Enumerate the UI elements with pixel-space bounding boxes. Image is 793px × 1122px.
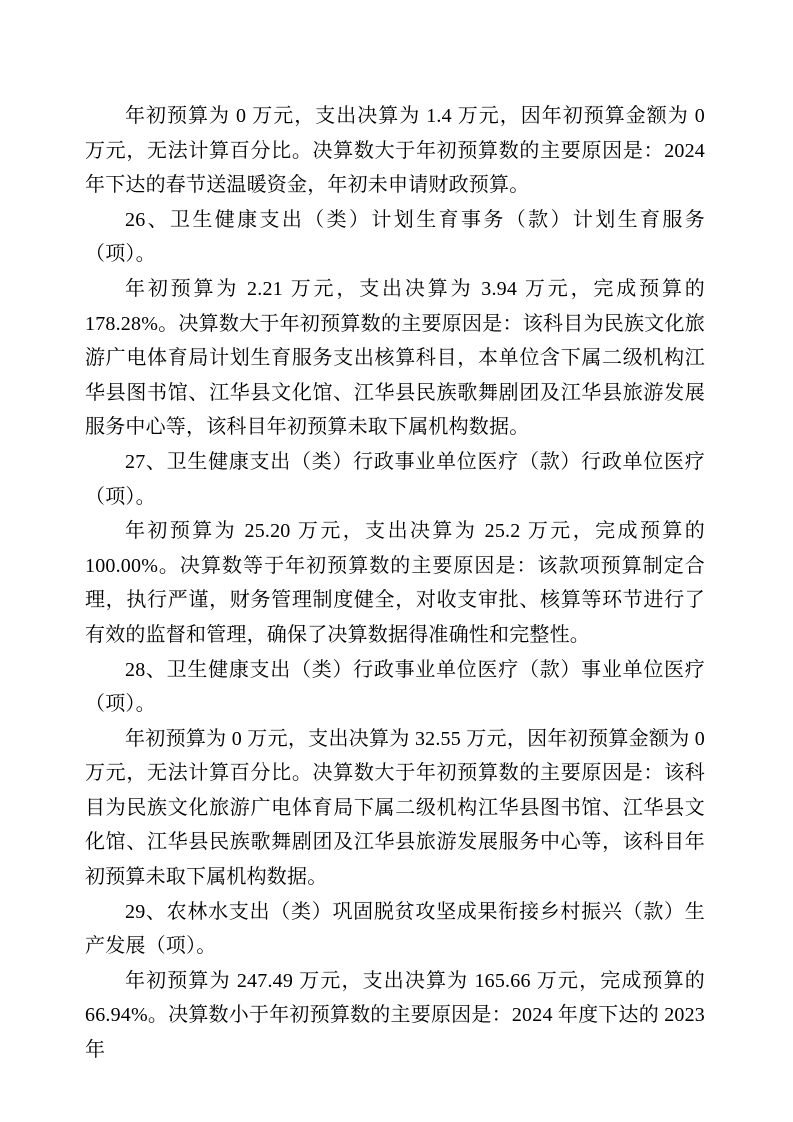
paragraph-continuation-item25: 年初预算为 0 万元，支出决算为 1.4 万元，因年初预算金额为 0 万元，无法计算百分比。决算数大于年初预算数的主要原因是：2024 年下达的春节送温暖资金，年初未申请财政预算。 [85, 105, 705, 197]
paragraph-item29-detail: 年初预算为 247.49 万元，支出决算为 165.66 万元，完成预算的 66.94%。决算数小于年初预算数的主要原因是：2024 年度下达的 2023 年 [85, 969, 705, 1062]
paragraph-item28-heading: 28、卫生健康支出（类）行政事业单位医疗（款）事业单位医疗（项）。 [85, 658, 705, 716]
paragraph-item26-detail: 年初预算为 2.21 万元，支出决算为 3.94 万元，完成预算的 178.28%。决算数大于年初预算数的主要原因是：该科目为民族文化旅游广电体育局计划生育服务支出核算科目，本单位含下属二级机构江华县图书馆、江华县文化馆、江华县民族歌舞剧团及江华县旅游发展服务中心等，该科目年初预算未取下属机构数据。 [85, 277, 705, 439]
paragraph-item27-heading: 27、卫生健康支出（类）行政事业单位医疗（款）行政单位医疗（项）。 [85, 450, 705, 508]
paragraph-item29-heading: 29、农林水支出（类）巩固脱贫攻坚成果衔接乡村振兴（款）生产发展（项）。 [85, 900, 705, 958]
paragraph-item28-detail: 年初预算为 0 万元，支出决算为 32.55 万元，因年初预算金额为 0 万元，无法计算百分比。决算数大于年初预算数的主要原因是：该科目为民族文化旅游广电体育局下属二级机构江华县图书馆、江华县文化馆、江华县民族歌舞剧团及江华县旅游发展服务中心等，该科目年初预算未取下属机构数据。 [85, 727, 705, 889]
paragraph-item26-heading: 26、卫生健康支出（类）计划生育事务（款）计划生育服务（项）。 [85, 208, 705, 266]
paragraph-item27-detail: 年初预算为 25.20 万元，支出决算为 25.2 万元，完成预算的 100.00%。决算数等于年初预算数的主要原因是：该款项预算制定合理，执行严谨，财务管理制度健全，对收支审批、核算等环节进行了有效的监督和管理，确保了决算数据得准确性和完整性。 [85, 520, 705, 646]
